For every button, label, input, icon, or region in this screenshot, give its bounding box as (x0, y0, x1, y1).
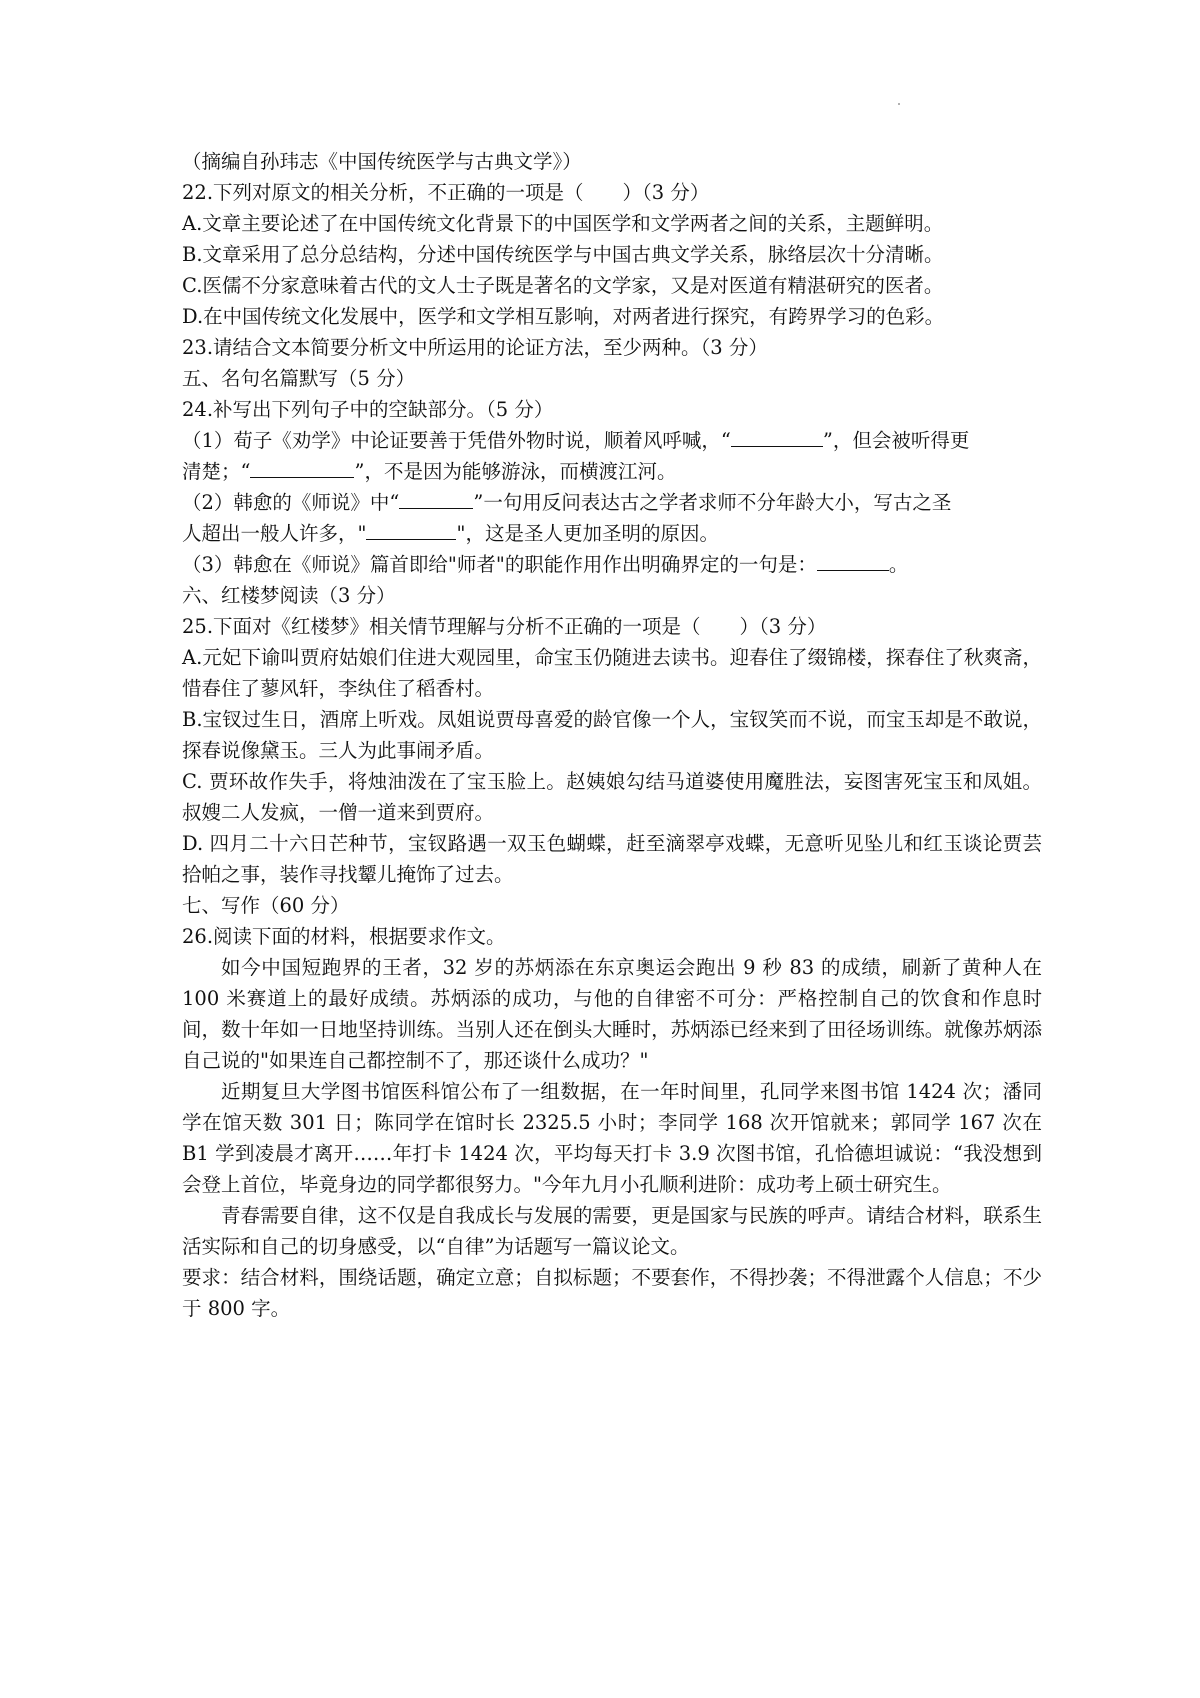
q24-item1-text-b: ”，但会被听得更 (822, 429, 970, 452)
question-26-stem: 26.阅读下面的材料，根据要求作文。 (182, 925, 506, 948)
fill-blank-1[interactable] (731, 426, 823, 447)
question-22-option-c: C.医儒不分家意味着古代的文人士子既是著名的文学家，又是对医道有精湛研究的医者。 (182, 274, 944, 297)
material-paragraph-3: 青春需要自律，这不仅是自我成长与发展的需要，更是国家与民族的呼声。请结合材料，联系生活实际和自己的切身感受，以“自律”为话题写一篇议论文。 (182, 1204, 1042, 1258)
source-citation: （摘编自孙玮志《中国传统医学与古典文学》） (182, 150, 582, 173)
question-25-option-c: C. 贾环故作失手，将烛油泼在了宝玉脸上。赵姨娘勾结马道婆使用魔胜法，妄图害死宝玉和凤姐。叔嫂二人发疯，一僧一道来到贾府。 (182, 770, 1042, 824)
writing-requirement: 要求：结合材料，围绕话题，确定立意；自拟标题；不要套作，不得抄袭；不得泄露个人信息；不少于 800 字。 (182, 1266, 1042, 1320)
question-24-stem: 24.补写出下列句子中的空缺部分。（5 分） (182, 398, 554, 421)
q24-item1-text-a: （1）荀子《劝学》中论证要善于凭借外物时说，顺着风呼喊，“ (182, 429, 731, 452)
question-22-option-a: A.文章主要论述了在中国传统文化背景下的中国医学和文学两者之间的关系，主题鲜明。 (182, 212, 944, 235)
question-22-option-d: D.在中国传统文化发展中，医学和文学相互影响，对两者进行探究，有跨界学习的色彩。 (182, 305, 945, 328)
q24-item2-text-a: （2）韩愈的《师说》中“ (182, 491, 400, 514)
question-24-item-2 (182, 487, 1042, 518)
question-22-stem: 22.下列对原文的相关分析，不正确的一项是（ ）（3 分） (182, 181, 710, 204)
question-22-option-b: B.文章采用了总分总结构，分述中国传统医学与中国古典文学关系，脉络层次十分清晰。 (182, 243, 944, 266)
q24-item3-text-a: （3）韩愈在《师说》篇首即给"师者"的职能作用作出明确界定的一句是： (182, 553, 817, 576)
section-7-heading: 七、写作（60 分） (182, 894, 350, 917)
q24-item1-text-c: 清楚；“ (182, 460, 251, 483)
question-24-item-1 (182, 425, 1042, 456)
q24-item1-text-d: ”，不是因为能够游泳，而横渡江河。 (354, 460, 677, 483)
material-paragraph-2: 近期复旦大学图书馆医科馆公布了一组数据，在一年时间里，孔同学来图书馆 1424 次；潘同学在馆天数 301 日；陈同学在馆时长 2325.5 小时；李同学 168 次开馆就来；郭同学 167 次在 B1 学到凌晨才离开……年打卡 1424 次，平均每天打卡 3.9 次图书馆，孔恰德坦诚说：“我没想到会登上首位，毕竟身边的同学都很努力。"今年九月小孔顺利进阶：成功考上硕士研究生。 (182, 1080, 1042, 1196)
q24-item2-text-b: ”一句用反问表达古之学者求师不分年龄大小，写古之圣 (473, 491, 952, 514)
exam-page (182, 146, 1042, 1324)
question-24-item-2-cont (182, 518, 1042, 549)
material-paragraph-1: 如今中国短跑界的王者，32 岁的苏炳添在东京奥运会跑出 9 秒 83 的成绩，刷新了黄种人在 100 米赛道上的最好成绩。苏炳添的成功，与他的自律密不可分：严格控制自己的饮食和作息时间，数十年如一日地坚持训练。当别人还在倒头大睡时，苏炳添已经来到了田径场训练。就像苏炳添自己说的"如果连自己都控制不了，那还谈什么成功？" (182, 956, 1042, 1072)
question-24-item-1-cont (182, 456, 1042, 487)
question-25-option-d: D. 四月二十六日芒种节，宝钗路遇一双玉色蝴蝶，赶至滴翠亭戏蝶，无意听见坠儿和红玉谈论贾芸拾帕之事，装作寻找颦儿掩饰了过去。 (182, 832, 1042, 886)
question-24-item-3 (182, 549, 1042, 580)
question-25-option-a: A.元妃下谕叫贾府姑娘们住进大观园里，命宝玉仍随进去读书。迎春住了缀锦楼，探春住了秋爽斋，惜春住了蓼风轩，李纨住了稻香村。 (182, 646, 1042, 700)
q24-item2-text-c: 人超出一般人许多，" (182, 522, 367, 545)
section-5-heading: 五、名句名篇默写（5 分） (182, 367, 416, 390)
q24-item3-text-b: 。 (888, 553, 909, 576)
fill-blank-3[interactable] (399, 488, 473, 509)
question-23-stem: 23.请结合文本简要分析文中所运用的论证方法，至少两种。（3 分） (182, 336, 768, 359)
fill-blank-5[interactable] (817, 550, 889, 571)
q24-item2-text-d: "，这是圣人更加圣明的原因。 (456, 522, 719, 545)
fill-blank-4[interactable] (366, 519, 456, 540)
scan-speck (898, 103, 900, 105)
fill-blank-2[interactable] (250, 457, 354, 478)
section-6-heading: 六、红楼梦阅读（3 分） (182, 584, 396, 607)
question-25-stem: 25.下面对《红楼梦》相关情节理解与分析不正确的一项是（ ）（3 分） (182, 615, 827, 638)
question-25-option-b: B.宝钗过生日，酒席上听戏。凤姐说贾母喜爱的龄官像一个人，宝钗笑而不说，而宝玉却是不敢说，探春说像黛玉。三人为此事闹矛盾。 (182, 708, 1042, 762)
